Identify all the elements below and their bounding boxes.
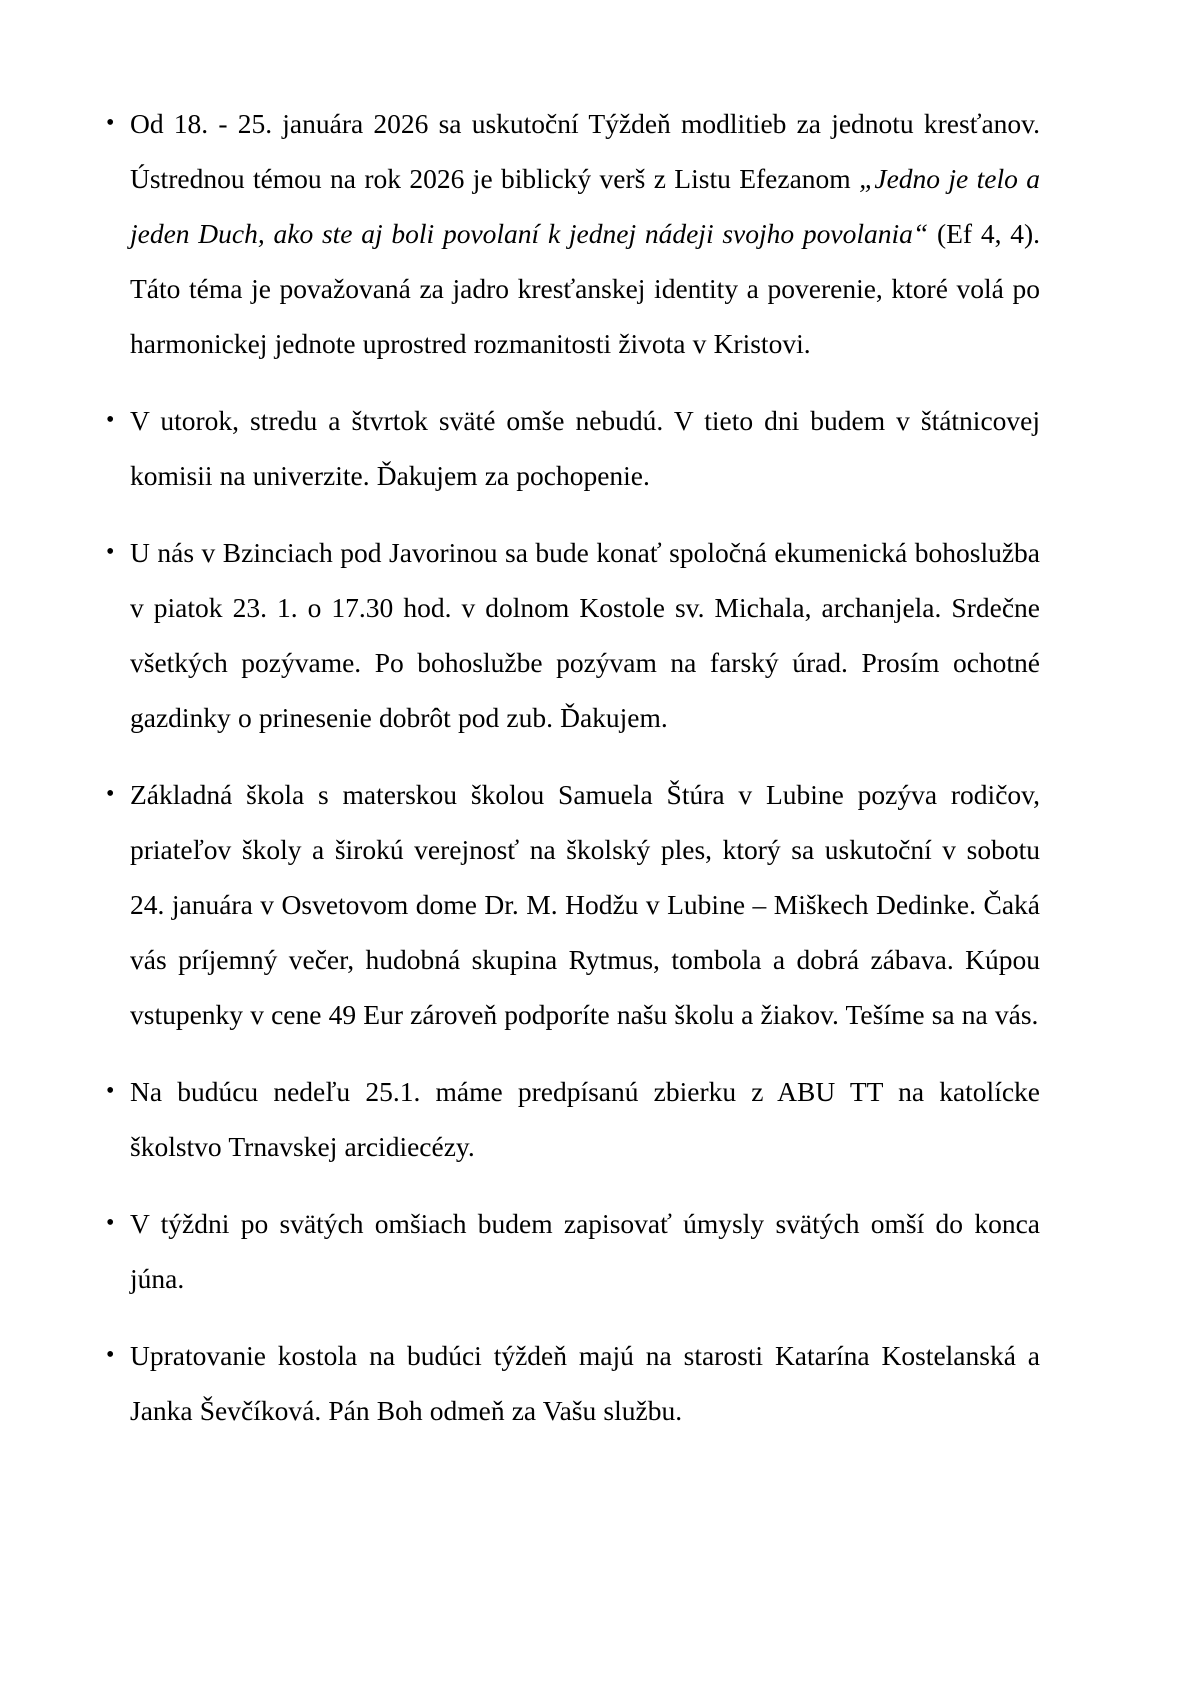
list-item	[100, 1328, 1040, 1438]
bullet-icon: •	[106, 110, 115, 136]
announcement-text: U nás v Bzinciach pod Javorinou sa bude konať spoločná ekumenická bohoslužba v piatok 23. 1. o 17.30 hod. v dolnom Kostole sv. Michala, archanjela. Srdečne všetkých pozývame. Po bohoslužbe pozývam na farský úrad. Prosím ochotné gazdinky o prinesenie dobrôt pod zub. Ďakujem.	[130, 537, 1040, 733]
announcement-text: Upratovanie kostola na budúci týždeň majú na starosti Katarína Kostelanská a Janka Ševčíková. Pán Boh odmeň za Vašu službu.	[130, 1340, 1040, 1426]
announcement-text: Základná škola s materskou školou Samuela Štúra v Lubine pozýva rodičov, priateľov školy a širokú verejnosť na školský ples, ktorý sa uskutoční v sobotu 24. januára v Osvetovom dome Dr. M. Hodžu v Lubine – Miškech Dedinke. Čaká vás príjemný večer, hudobná skupina Rytmus, tombola a dobrá zábava. Kúpou vstupenky v cene 49 Eur zároveň podporíte našu školu a žiakov. Tešíme sa na vás.	[130, 779, 1040, 1030]
list-item	[100, 525, 1040, 745]
bullet-icon: •	[106, 1342, 115, 1368]
scripture-quote: „Jedno je telo a jeden Duch, ako ste aj boli povolaní k jednej nádeji svojho povolania“	[130, 163, 1040, 249]
announcement-text	[130, 96, 1040, 371]
announcement-lead: Od 18. - 25. januára 2026 sa uskutoční Týždeň modlitieb za jednotu kresťanov. Ústrednou témou na rok 2026 je biblický verš z Listu Efezanom	[130, 108, 1040, 194]
announcement-text: V utorok, stredu a štvrtok sväté omše nebudú. V tieto dni budem v štátnicovej komisii na univerzite. Ďakujem za pochopenie.	[130, 405, 1040, 491]
bullet-icon: •	[106, 539, 115, 565]
list-item	[100, 393, 1040, 503]
bullet-icon: •	[106, 781, 115, 807]
bullet-icon: •	[106, 1210, 115, 1236]
list-item	[100, 767, 1040, 1042]
list-item	[100, 96, 1040, 371]
announcement-list	[100, 96, 1040, 1438]
list-item	[100, 1064, 1040, 1174]
list-item	[100, 1196, 1040, 1306]
announcement-text: Na budúcu nedeľu 25.1. máme predpísanú zbierku z ABU TT na katolícke školstvo Trnavskej arcidiecézy.	[130, 1076, 1040, 1162]
bullet-icon: •	[106, 407, 115, 433]
announcement-text: V týždni po svätých omšiach budem zapisovať úmysly svätých omší do konca júna.	[130, 1208, 1040, 1294]
announcement-tail: (Ef 4, 4). Táto téma je považovaná za jadro kresťanskej identity a poverenie, ktoré volá po harmonickej jednote uprostred rozmanitosti života v Kristovi.	[130, 218, 1040, 359]
bullet-icon: •	[106, 1078, 115, 1104]
